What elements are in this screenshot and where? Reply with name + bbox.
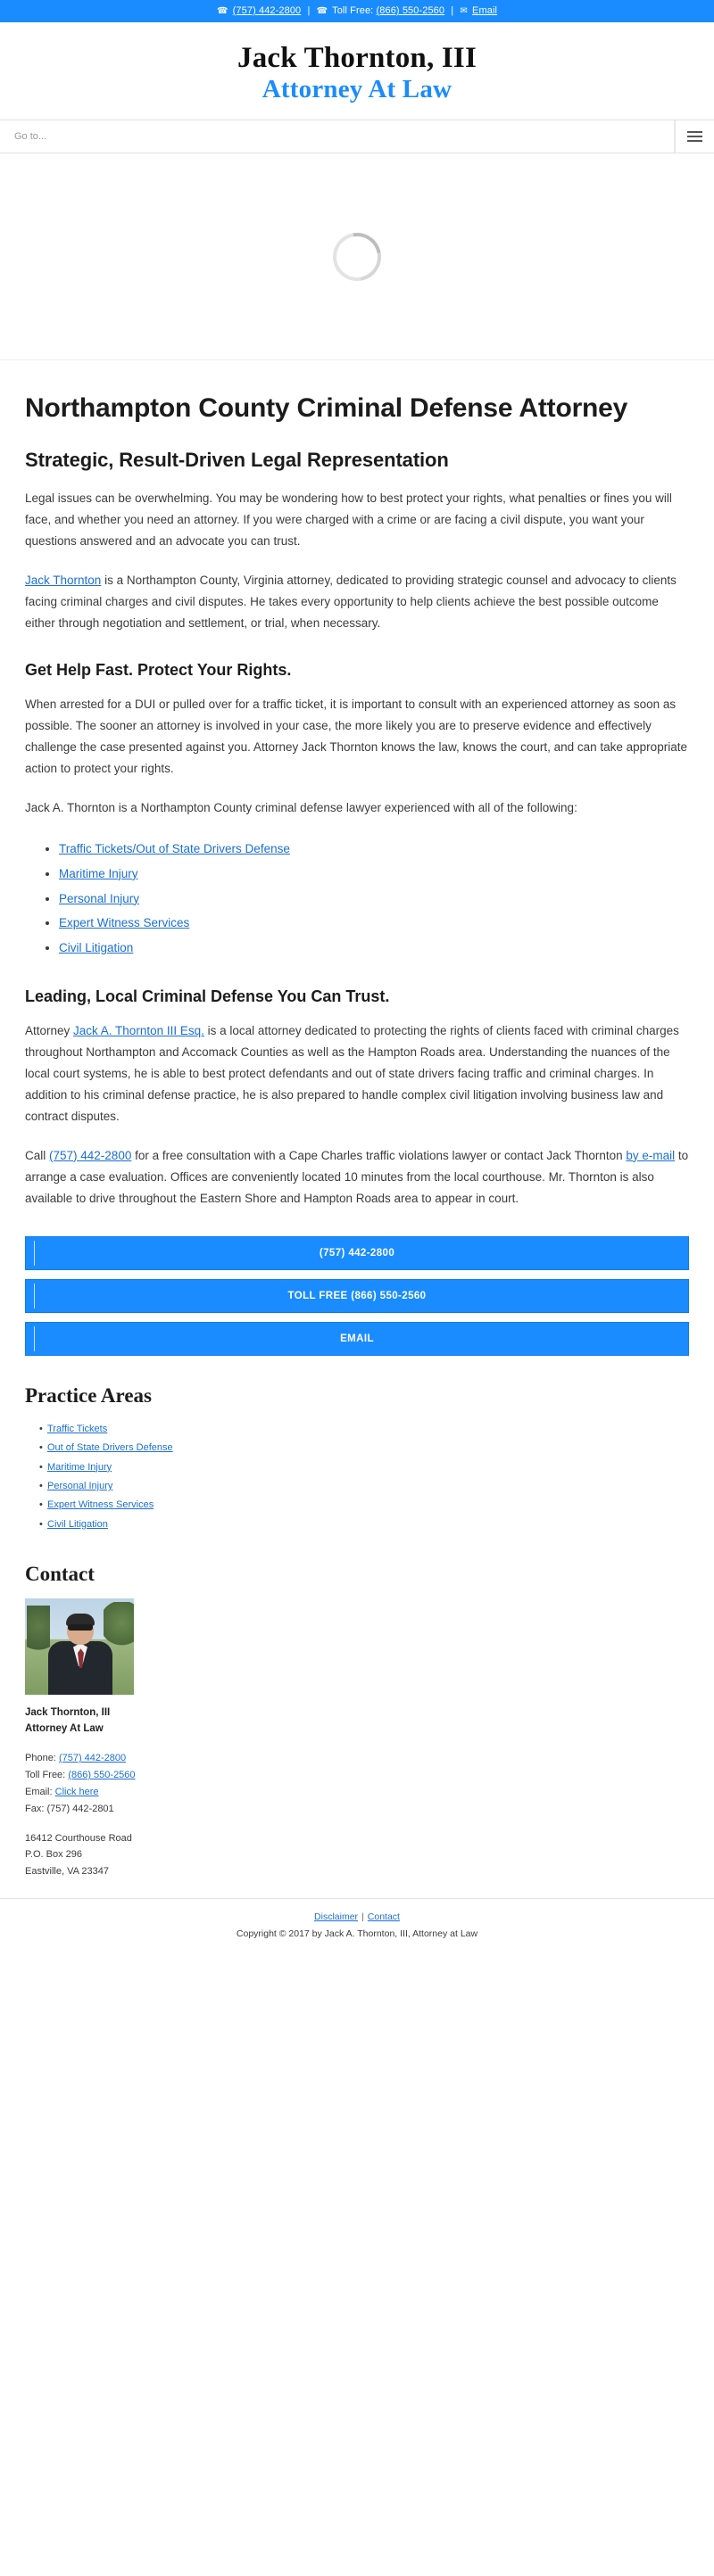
contact-name-line2: Attorney At Law [25, 1723, 104, 1735]
navigation-bar [0, 120, 714, 153]
list-item [39, 1439, 689, 1457]
local-defense-pre: Attorney [25, 1023, 74, 1037]
contact-details [25, 1750, 689, 1818]
attorney-portrait-photo [25, 1598, 134, 1695]
service-link-traffic[interactable]: Traffic Tickets/Out of State Drivers Defense [59, 842, 290, 856]
call-mid: for a free consultation with a Cape Charles traffic violations lawyer or contact Jack Thornton [131, 1148, 627, 1162]
address-line-1: 16412 Courthouse Road [25, 1832, 132, 1844]
local-defense-rest: is a local attorney dedicated to protecting the rights of clients faced with criminal charges throughout Northampton and Accomack Counties as well as the Hampton Roads area. Understanding the nuances of the local court systems, he is able to best protect defendants and out of state drivers facing traffic and criminal charges. In addition to his criminal defense practice, he is also prepared to handle complex civil litigation involving business law and contract disputes. [25, 1023, 679, 1123]
contact-email-link[interactable]: Click here [54, 1786, 99, 1797]
list-item [39, 1496, 689, 1515]
page-title: Northampton County Criminal Defense Attorney [25, 393, 628, 424]
page-subtitle: Strategic, Result-Driven Legal Representation [25, 449, 449, 472]
practice-link-personal-injury[interactable]: Personal Injury [47, 1480, 113, 1491]
cta-tollfree-button[interactable]: TOLL FREE (866) 550-2560 [25, 1279, 689, 1313]
content-loading-area [0, 153, 714, 360]
contact-fax-row: Fax: (757) 442-2801 [25, 1803, 114, 1814]
attorney-paragraph [25, 570, 689, 634]
contact-phone-row [25, 1750, 689, 1767]
goto-placeholder: Go to... [14, 131, 47, 143]
list-item [59, 911, 689, 936]
footer-disclaimer-link[interactable]: Disclaimer [314, 1911, 359, 1923]
jack-thornton-link[interactable]: Jack Thornton [25, 574, 102, 588]
attorney-paragraph-text: is a Northampton County, Virginia attorney, dedicated to providing strategic counsel and advocacy to clients facing criminal charges and civil disputes. He takes every opportunity to help clients achieve the best possible outcome either through negotiation and settlement, or trial, when necessary. [25, 574, 677, 631]
call-pre: Call [25, 1148, 50, 1162]
call-email-link[interactable]: by e-mail [626, 1148, 676, 1162]
call-paragraph [25, 1145, 689, 1210]
footer-links [0, 1911, 714, 1922]
envelope-icon: ✉ [460, 6, 468, 16]
jack-thornton-esq-link[interactable]: Jack A. Thornton III Esq. [73, 1023, 204, 1037]
list-item [59, 837, 689, 862]
cta-phone-button[interactable]: (757) 442-2800 [25, 1236, 689, 1270]
practice-link-civil-litigation[interactable]: Civil Litigation [47, 1518, 108, 1530]
call-phone-link[interactable]: (757) 442-2800 [49, 1148, 132, 1162]
call-rest: to arrange a case evaluation. Offices are conveniently located 10 minutes from the local courthouse. Mr. Thornton is also available to drive throughout the Eastern Shore and Hampton Roads area to appear in court. [25, 1148, 689, 1205]
list-item [39, 1420, 689, 1439]
address-line-2: P.O. Box 296 [25, 1849, 83, 1861]
main-content [0, 360, 714, 1880]
cta-button-group [25, 1236, 689, 1356]
phone-icon-tollfree: ☎ [316, 6, 328, 16]
practice-link-out-of-state[interactable]: Out of State Drivers Defense [47, 1442, 173, 1454]
contact-email-label: Email: [25, 1786, 53, 1797]
service-link-maritime[interactable]: Maritime Injury [59, 866, 138, 880]
site-header [0, 22, 714, 120]
brand-tagline: Attorney At Law [262, 74, 452, 103]
topbar-email-link[interactable]: Email [472, 5, 498, 16]
dui-paragraph: When arrested for a DUI or pulled over for a traffic ticket, it is important to consult with an experienced attorney as soon as possible. The sooner an attorney is involved in your case, the more likely you are to preserve evidence and effectively challenge the case presented against you. Attorney Jack Thornton knows the law, knows the court, and can take appropriate action to protect your rights. [25, 698, 687, 776]
address-line-3: Eastville, VA 23347 [25, 1866, 109, 1878]
topbar-phone-link[interactable]: (757) 442-2800 [232, 5, 302, 16]
list-item [39, 1477, 689, 1496]
contact-phone-label: Phone: [25, 1752, 56, 1763]
service-link-personal-injury[interactable]: Personal Injury [59, 891, 140, 905]
topbar-tollfree-label: Toll Free: [332, 5, 374, 16]
footer-contact-link[interactable]: Contact [367, 1911, 400, 1923]
topbar-separator-2: | [451, 5, 454, 16]
practice-areas-title: Practice Areas [25, 1383, 152, 1407]
contact-tollfree-row [25, 1767, 689, 1784]
loading-spinner-icon [323, 223, 390, 290]
footer-copyright: Copyright © 2017 by Jack A. Thornton, III, Attorney at Law [236, 1928, 478, 1940]
contact-tollfree-link[interactable]: (866) 550-2560 [68, 1769, 136, 1780]
intro-paragraph: Legal issues can be overwhelming. You may be wondering how to best protect your rights, what penalties or fines you will face, and whether you need an attorney. If you were charged with a crime or are facing a civil dispute, you want your questions answered and an advocate you can trust. [25, 491, 672, 549]
contact-phone-link[interactable]: (757) 442-2800 [58, 1752, 127, 1763]
contact-title: Contact [25, 1563, 95, 1586]
site-footer [0, 1898, 714, 1955]
contact-name-block [25, 1705, 689, 1738]
topbar-separator-1: | [307, 5, 311, 16]
services-intro-paragraph: Jack A. Thornton is a Northampton County criminal defense lawyer experienced with all of the following: [25, 801, 577, 815]
contact-name-line1: Jack Thornton, III [25, 1707, 111, 1719]
brand-name: Jack Thornton, III [237, 42, 477, 74]
get-help-heading: Get Help Fast. Protect Your Rights. [25, 661, 292, 680]
services-list [25, 837, 689, 960]
list-item [39, 1458, 689, 1477]
contact-email-row [25, 1784, 689, 1801]
list-item [59, 936, 689, 961]
hamburger-icon[interactable] [675, 120, 714, 153]
top-contact-bar [0, 0, 714, 22]
list-item [59, 862, 689, 887]
practice-areas-list [25, 1420, 689, 1535]
footer-separator: | [361, 1911, 364, 1923]
list-item [59, 887, 689, 912]
local-defense-heading: Leading, Local Criminal Defense You Can Trust. [25, 987, 390, 1005]
list-item [39, 1515, 689, 1534]
contact-tollfree-label: Toll Free: [25, 1769, 66, 1780]
practice-link-maritime-injury[interactable]: Maritime Injury [47, 1461, 112, 1473]
local-defense-paragraph [25, 1020, 689, 1127]
practice-link-traffic-tickets[interactable]: Traffic Tickets [47, 1423, 108, 1434]
practice-link-expert-witness[interactable]: Expert Witness Services [47, 1499, 154, 1511]
phone-icon: ☎ [216, 6, 228, 16]
contact-address [25, 1830, 689, 1881]
topbar-tollfree-link[interactable]: (866) 550-2560 [376, 5, 445, 16]
service-link-civil-litigation[interactable]: Civil Litigation [59, 940, 134, 954]
goto-select[interactable] [0, 120, 675, 153]
service-link-expert-witness[interactable]: Expert Witness Services [59, 916, 190, 930]
cta-email-button[interactable]: EMAIL [25, 1322, 689, 1356]
